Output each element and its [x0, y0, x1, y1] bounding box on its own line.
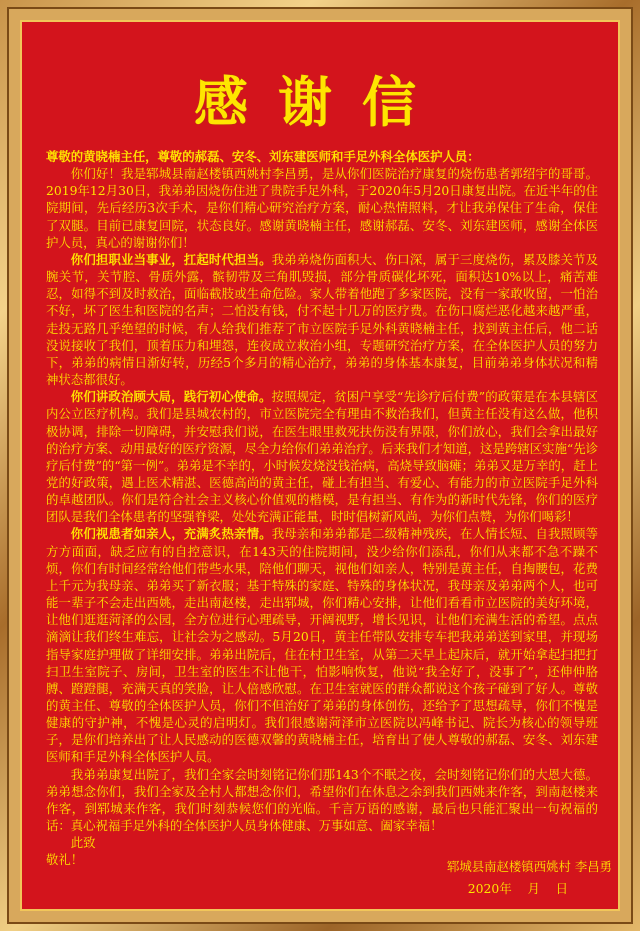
- signature-block: [446, 857, 612, 896]
- paragraph-2: [46, 251, 598, 388]
- signature: 郓城县南赵楼镇西姚村 李昌勇: [446, 859, 612, 874]
- paragraph-3: [46, 388, 598, 525]
- salutation: 尊敬的黄晓楠主任，尊敬的郝磊、安冬、刘东建医师和手足外科全体医护人员：: [46, 149, 480, 164]
- paragraph-3-heading: 你们讲政治顾大局，践行初心使命。: [70, 389, 272, 405]
- closing-line-2: 敬礼！: [46, 852, 84, 868]
- paragraph-2-text: 我弟弟烧伤面积大、伤口深，属于三度烧伤，累及膝关节及腕关节，关节腔、骨质外露，髌韧带及三角肌毁损，部分骨质碳化坏死，面积达10%以上，痛苦难忍，如得不到及时救治，面临截肢或生命危险。家人带着他跑了多家医院，没有一家敢收留，一怕治不好，坏了医生和医院的名声；二怕没有钱，付不起十几万的医疗费。在伤口腐烂恶化越来越严重，走投无路几乎绝望的时候，有人给我们推荐了市立医院手足外科黄晓楠主任，找到黄主任后，他二话没说接收了我们，顶着压力和埋怨，连夜成立救治小组，专题研究治疗方案，在全体医护人员的努力下，弟弟的病情日渐好转，历经5个多月的精心治疗，弟弟的身体基本康复，目前弟弟身体状况和精神状态都很好。: [46, 251, 599, 388]
- paragraph-4-text: 我母亲和弟弟都是二级精神残疾，在人情长短、自我照顾等方方面面，缺乏应有的自控意识，在143天的住院期间，没少给你们添乱，你们从来都不急不躁不烦，你们有时间经常给他们带些水果，陪他们聊天，视他们如亲人，特别是黄主任，自掏腰包，花费上千元为我母亲、弟弟买了新衣服；基于特殊的家庭、特殊的身体状况，我母亲及弟弟两个人，也可能一辈子不会走出西姚，走出南赵楼，走出郓城，你们精心安排，让他们看看市立医院的美好环境，让他们逛逛菏泽的公园，全方位进行心理疏导，开阔视野，增长见识，让他们充满生活的希望。点点滴滴让我们终生难忘，让社会为之感动。5月20日，黄主任带队安排专车把我弟弟送到家里，并现场指导家庭护理做了详细安排。弟弟出院后，住在村卫生室，从第二天早上起床后，就开始拿起扫把打扫卫生室院子、房间，卫生室的医生不让他干，怕影响恢复，他说“我全好了，没事了”，还伸伸胳膊、蹬蹬腿，充满天真的笑脸，让人倍感欣慰。在卫生室就医的群众都说这个孩子碰到了好人。尊敬的黄主任、尊敬的全体医护人员，你们不但治好了弟弟的身体创伤，还给予了思想疏导，你们不愧是健康的守护神，不愧是心灵的启明灯。我们很感谢菏泽市立医院以冯峰书记、院长为核心的领导班子，是你们培养出了让人民感动的医德双馨的黄晓楠主任，培育出了使人尊敬的郝磊、安冬、刘东建医师和手足外科全体医护人员。: [46, 526, 599, 765]
- letter-body: [46, 148, 598, 869]
- letter-sheet: [20, 20, 620, 911]
- paragraph-5: 我弟弟康复出院了，我们全家会时刻铭记你们那143个不眠之夜，会时刻铭记你们的大恩大德。弟弟想念你们，我们全家及全村人都想念你们，希望你们在休息之余到我们西姚来作客，到南赵楼来作客，到郓城来作客，我们时刻恭候您们的光临。千言万语的感谢，最后也只能汇聚出一句祝福的话：真心祝福手足外科的全体医护人员身体健康、万事如意、阖家幸福！: [46, 766, 598, 834]
- letter-title: 感谢信: [194, 70, 446, 134]
- paragraph-2-heading: 你们担职业当事业，扛起时代担当。: [70, 251, 272, 267]
- letter-date: 2020年 月 日: [467, 881, 568, 896]
- paragraph-3-text: 按照规定，贫困户享受“先诊疗后付费”的政策是在本县辖区内公立医疗机构。我们是县城农村的，市立医院完全有理由不救治我们，但黄主任没有这么做，他积极协调，排除一切障碍，并安慰我们说，在医生眼里救死扶伤没有界限，你们放心，我们会拿出最好的治疗方案、动用最好的医疗资源，尽全力给你们弟弟治疗。后来我们才知道，这是跨辖区实施“先诊疗后付费”的“第一例”。弟弟是不幸的，小时候发烧没钱治病，高烧导致脑瘫；弟弟又是万幸的，赶上党的好政策，遇上医术精湛、医德高尚的黄主任，碰上有担当、有爱心、有能力的市立医院手足外科的卓越团队。你们是符合社会主义核心价值观的楷模，是有担当、有作为的新时代先锋，你们的医疗团队是我们全体患者的坚强脊梁，处处充满正能量，时时倡树新风尚，为你们点赞，为你们喝彩！: [46, 389, 598, 525]
- closing-line-1: 此致: [70, 835, 96, 851]
- paragraph-4: [46, 525, 598, 765]
- paragraph-1: 你们好！我是郓城县南赵楼镇西姚村李昌勇，是从你们医院治疗康复的烧伤患者郭绍宇的哥哥。2019年12月30日，我弟弟因烧伤住进了贵院手足外科，于2020年5月20日康复出院。在近半年的住院期间，先后经历3次手术，是你们精心研究治疗方案，耐心热情照料，才让我弟保住了生命，保住了双腿。目前已康复回院，状态良好。感谢黄晓楠主任，感谢郝磊、安冬、刘东建医师，感谢全体医护人员，真心的谢谢你们！: [46, 166, 598, 250]
- paragraph-4-heading: 你们视患者如亲人，充满炙热亲情。: [70, 526, 272, 542]
